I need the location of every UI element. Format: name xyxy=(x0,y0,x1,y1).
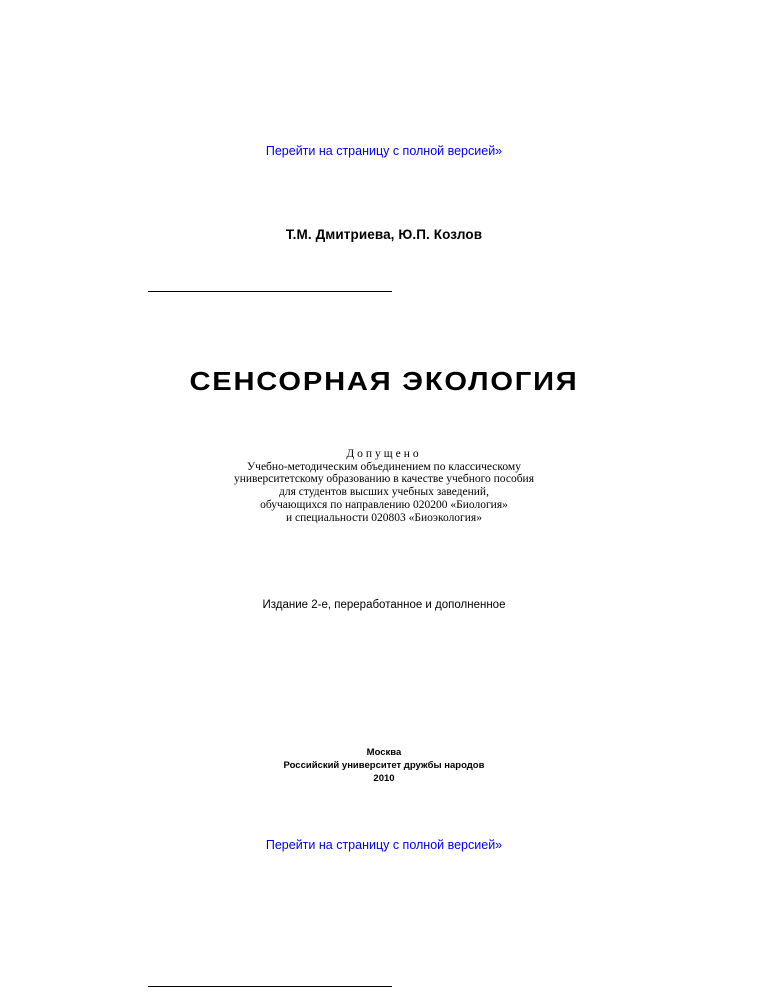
imprint xyxy=(0,746,768,785)
imprint-year: 2010 xyxy=(373,773,395,784)
approval-line: для студентов высших учебных заведений, xyxy=(279,486,489,499)
divider-bottom xyxy=(148,986,392,987)
authors: Т.М. Дмитриева, Ю.П. Козлов xyxy=(285,227,483,242)
imprint-city: Москва xyxy=(366,747,402,758)
approval-heading: Допущено xyxy=(346,448,422,460)
book-title: СЕНСОРНАЯ ЭКОЛОГИЯ xyxy=(189,366,579,396)
divider-top xyxy=(148,291,392,292)
approval-line: обучающихся по направлению 020200 «Биология» xyxy=(260,498,508,511)
imprint-publisher: Российский университет дружбы народов xyxy=(283,760,485,771)
full-version-link-bottom[interactable]: Перейти на страницу с полной версией» xyxy=(265,838,503,852)
approval-line: Учебно-методическим объединением по классическому xyxy=(247,460,521,473)
approval-block xyxy=(0,448,768,524)
approval-line: и специальности 020803 «Биоэкология» xyxy=(286,511,482,524)
approval-line: университетскому образованию в качестве учебного пособия xyxy=(233,473,534,486)
full-version-link-top[interactable]: Перейти на страницу с полной версией» xyxy=(265,144,503,158)
edition-note: Издание 2-е, переработанное и дополненное xyxy=(262,599,506,611)
